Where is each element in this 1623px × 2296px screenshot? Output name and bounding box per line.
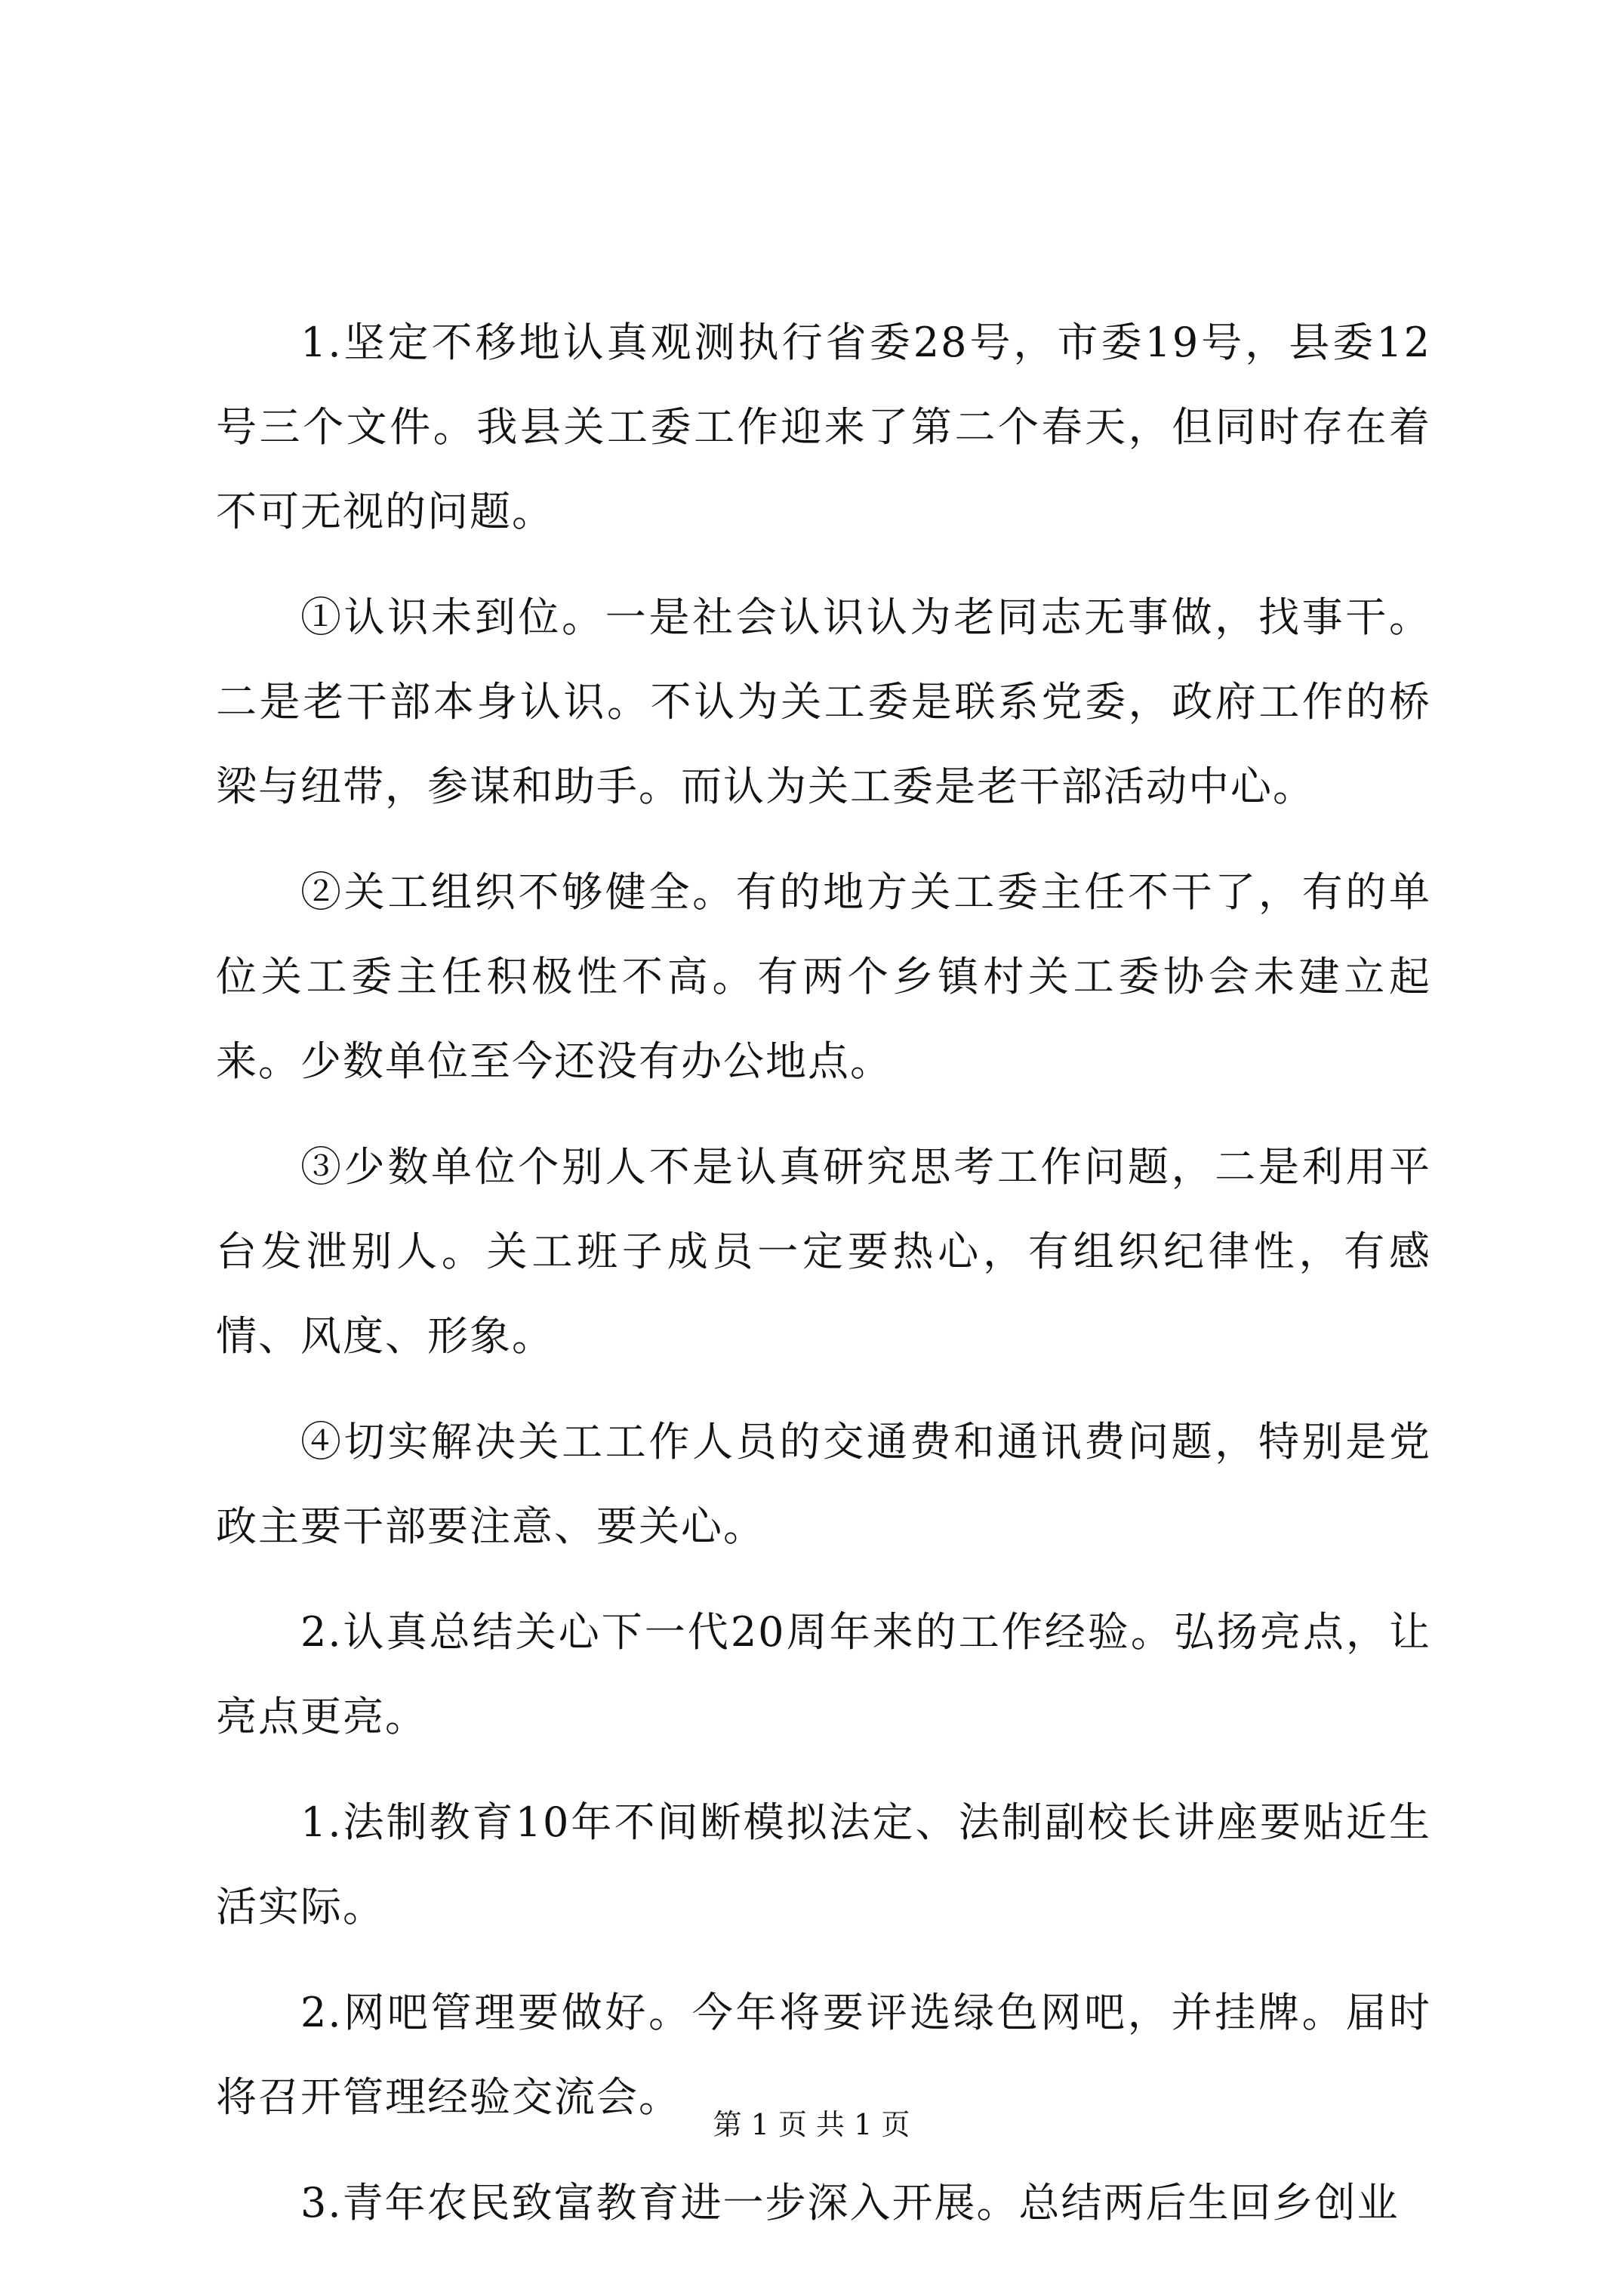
paragraph-2: ①认识未到位。一是社会认识认为老同志无事做，找事干。二是老干部本身认识。不认为关工委是联系党委，政府工作的桥梁与纽带，参谋和助手。而认为关工委是老干部活动中心。 (216, 593, 1431, 810)
paragraph-6: 2.认真总结关心下一代20周年来的工作经验。弘扬亮点，让亮点更亮。 (216, 1608, 1431, 1740)
paragraph-7: 1.法制教育10年不间断模拟法定、法制副校长讲座要贴近生活实际。 (216, 1798, 1431, 1931)
paragraph-9: 3.青年农民致富教育进一步深入开展。总结两后生回乡创业 (300, 2179, 1400, 2227)
paragraph-4: ③少数单位个别人不是认真研究思考工作问题，二是利用平台发泄别人。关工班子成员一定要热心，有组织纪律性，有感情、风度、形象。 (216, 1143, 1431, 1360)
paragraph-5: ④切实解决关工工作人员的交通费和通讯费问题，特别是党政主要干部要注意、要关心。 (216, 1418, 1431, 1550)
paragraph-1: 1.坚定不移地认真观测执行省委28号，市委19号，县委12号三个文件。我县关工委工作迎来了第二个春天，但同时存在着不可无视的问题。 (216, 319, 1431, 535)
document-body (216, 300, 1431, 2267)
page-footer: 第 1 页 共 1 页 (713, 2108, 910, 2141)
paragraph-3: ②关工组织不够健全。有的地方关工委主任不干了，有的单位关工委主任积极性不高。有两个乡镇村关工委协会未建立起来。少数单位至今还没有办公地点。 (216, 868, 1431, 1085)
paragraph-8: 2.网吧管理要做好。今年将要评选绿色网吧，并挂牌。届时将召开管理经验交流会。 (216, 1989, 1431, 2121)
